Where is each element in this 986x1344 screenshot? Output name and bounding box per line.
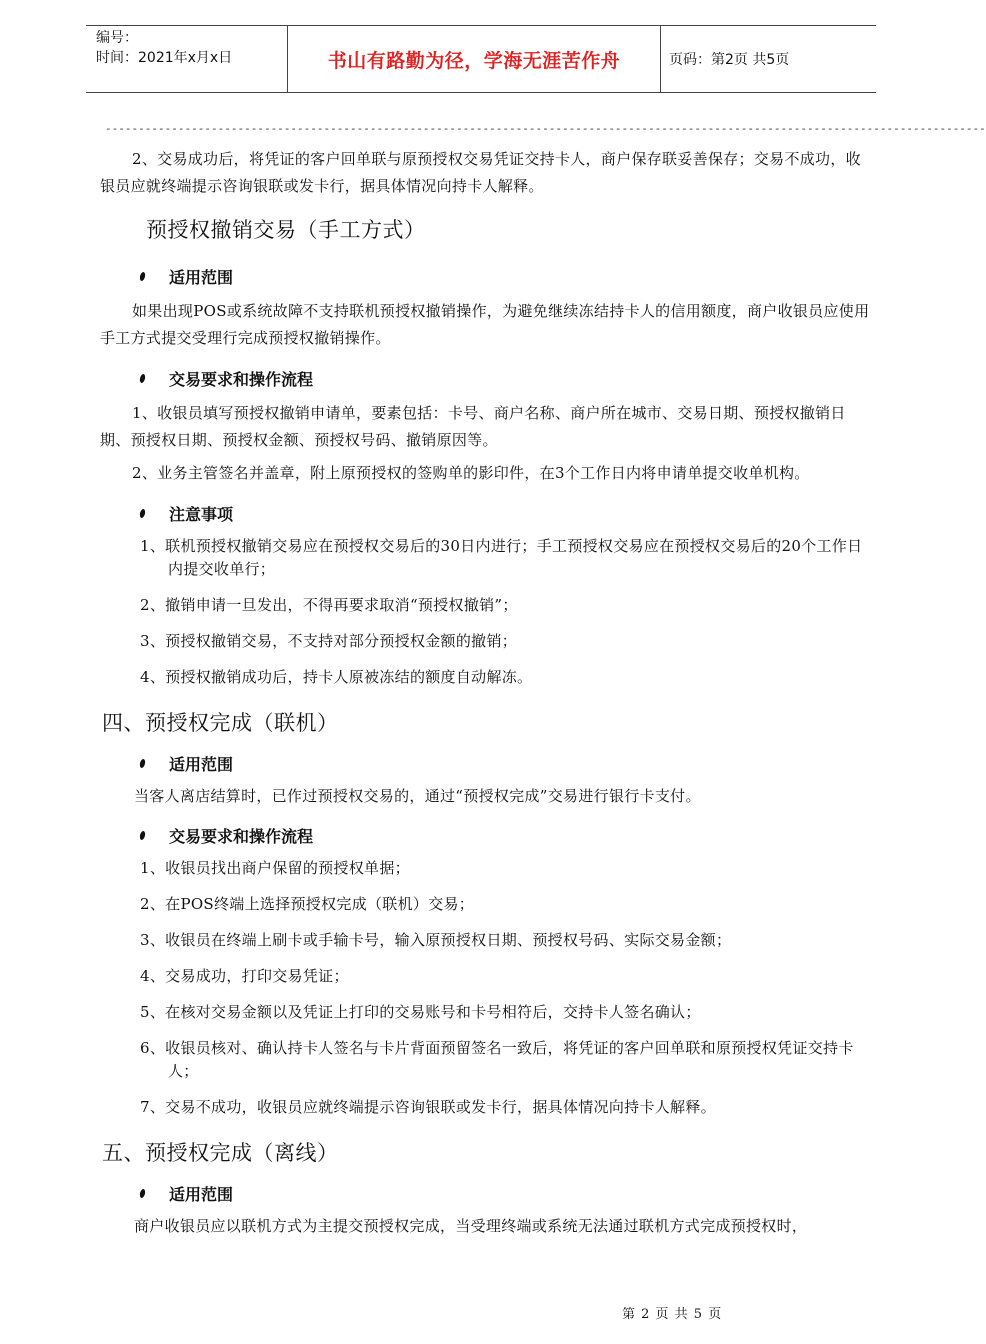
step-item: 2、在POS终端上选择预授权完成（联机）交易； <box>140 895 475 913</box>
step-item: 6、收银员核对、确认持卡人签名与卡片背面预留签名一致后，将凭证的客户回单联和原预授权凭证交持卡人； <box>140 1039 854 1080</box>
number-label: 编号： <box>96 30 138 46</box>
bullet-heading-label: 交易要求和操作流程 <box>169 369 314 389</box>
header-slogan: 书山有路勤为径，学海无涯苦作舟 <box>288 26 661 92</box>
header-page-info: 页码：第2页 共5页 <box>669 52 790 68</box>
bullet-heading-process <box>140 821 870 849</box>
bullet-heading-label: 适用范围 <box>169 267 234 287</box>
time-label: 时间：2021年x月x日 <box>96 50 233 66</box>
step-item: 7、交易不成功，收银员应就终端提示咨询银联或发卡行，据具体情况向持卡人解释。 <box>140 1098 716 1116</box>
document-body <box>100 146 870 1251</box>
bullet-heading-label: 适用范围 <box>169 754 234 774</box>
bullet-heading-notes <box>140 499 870 527</box>
section-5-title: 五、预授权完成（离线） <box>102 1141 339 1165</box>
bullet-icon <box>139 272 146 281</box>
note-item: 4、预授权撤销成功后，持卡人原被冻结的额度自动解冻。 <box>140 668 533 686</box>
note-item: 3、预授权撤销交易，不支持对部分预授权金额的撤销； <box>140 632 518 650</box>
step-item: 4、交易成功，打印交易凭证； <box>140 967 349 985</box>
bullet-heading-label: 交易要求和操作流程 <box>169 826 314 846</box>
bullet-heading-label: 适用范围 <box>169 1184 234 1204</box>
scope-paragraph: 商户收银员应以联机方式为主提交预授权完成，当受理终端或系统无法通过联机方式完成预授权时， <box>134 1217 808 1235</box>
bullet-heading-process <box>140 364 870 392</box>
step-item: 1、收银员找出商户保留的预授权单据； <box>140 859 410 877</box>
page-footer: 第 2 页 共 5 页 <box>622 1307 723 1322</box>
bullet-icon <box>139 1189 146 1198</box>
bullet-icon <box>139 759 146 768</box>
bullet-heading-scope <box>140 749 870 777</box>
bullet-icon <box>139 831 146 840</box>
bullet-heading-label: 注意事项 <box>169 504 234 524</box>
dashed-divider: ------------------------------------------------------------------------------------------------------------------------------------- <box>105 122 986 135</box>
bullet-icon <box>139 509 146 518</box>
section-4-title: 四、预授权完成（联机） <box>102 711 339 735</box>
header-meta <box>86 26 288 92</box>
intro-paragraph: 2、交易成功后，将凭证的客户回单联与原预授权交易凭证交持卡人，商户保存联妥善保存；交易不成功，收银员应就终端提示咨询银联或发卡行，据具体情况向持卡人解释。 <box>100 150 861 195</box>
step-item: 3、收银员在终端上刷卡或手输卡号，输入原预授权日期、预授权号码、实际交易金额； <box>140 931 732 949</box>
note-item: 2、撤销申请一旦发出，不得再要求取消“预授权撤销”； <box>140 596 518 614</box>
page-header <box>86 25 876 93</box>
scope-paragraph: 当客人离店结算时，已作过预授权交易的，通过“预授权完成”交易进行银行卡支付。 <box>134 787 701 805</box>
cancel-manual-title: 预授权撤销交易（手工方式） <box>146 218 426 242</box>
process-paragraph: 2、业务主管签名并盖章，附上原预授权的签购单的影印件，在3个工作日内将申请单提交收单机构。 <box>132 464 810 482</box>
bullet-icon <box>139 374 146 383</box>
step-item: 5、在核对交易金额以及凭证上打印的交易账号和卡号相符后，交持卡人签名确认； <box>140 1003 701 1021</box>
bullet-heading-scope <box>140 262 870 290</box>
note-item: 1、联机预授权撤销交易应在预授权交易后的30日内进行；手工预授权交易应在预授权交易后的20个工作日内提交收单行； <box>140 537 863 578</box>
bullet-heading-scope <box>140 1179 870 1207</box>
scope-paragraph: 如果出现POS或系统故障不支持联机预授权撤销操作，为避免继续冻结持卡人的信用额度，商户收银员应使用手工方式提交受理行完成预授权撤销操作。 <box>100 302 870 347</box>
process-paragraph: 1、收银员填写预授权撤销申请单，要素包括：卡号、商户名称、商户所在城市、交易日期、预授权撤销日期、预授权日期、预授权金额、预授权号码、撤销原因等。 <box>100 404 846 449</box>
